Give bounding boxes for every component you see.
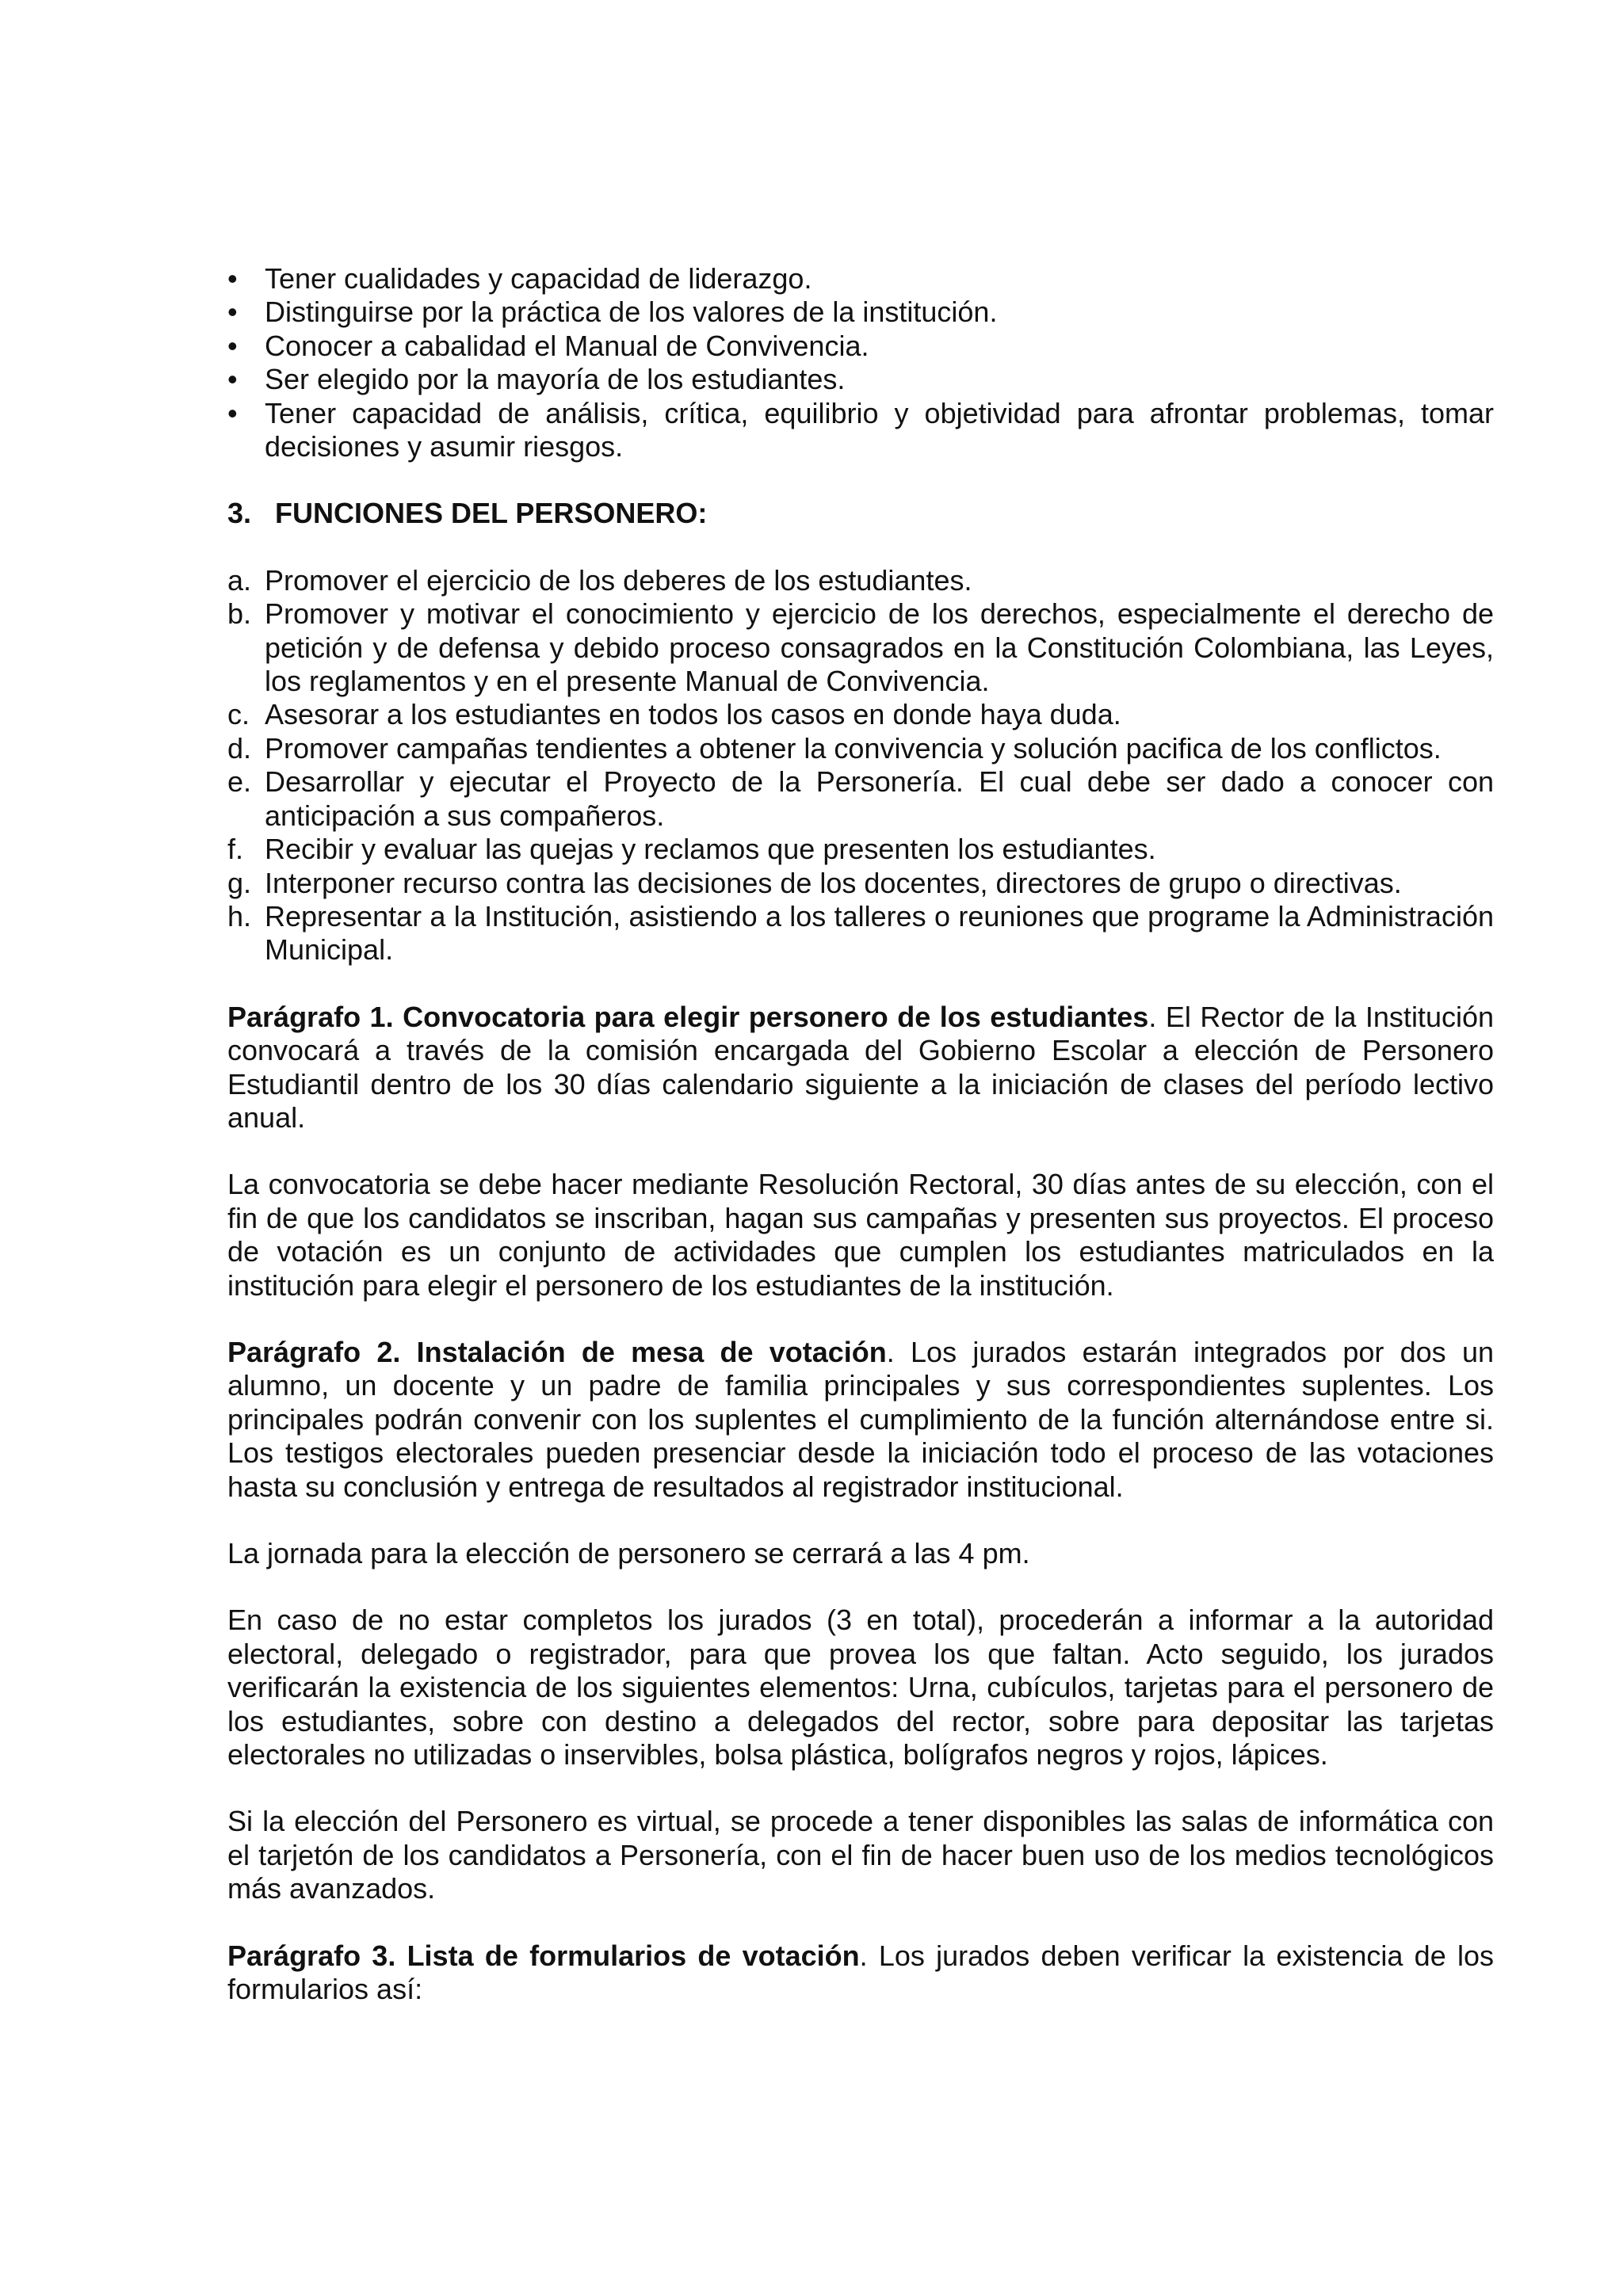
paragraph-convocatoria: La convocatoria se debe hacer mediante Resolución Rectoral, 30 días antes de su elección, con el fin de que los candidatos se inscriban, hagan sus campañas y presenten sus proyectos. El proceso de votación es un conjunto de actividades que cumplen los estudiantes matriculados en la institución para elegir el personero de los estudiantes de la institución.	[227, 1168, 1494, 1302]
function-text: Promover el ejercicio de los deberes de los estudiantes.	[265, 563, 972, 597]
requirement-item	[227, 296, 1494, 329]
bullet-icon: •	[227, 296, 238, 329]
paragrafo-3-text: . Los jurados deben verificar la existencia de los formularios así:	[227, 1939, 1494, 2006]
paragrafo-2	[227, 1336, 1494, 1504]
section-heading	[227, 497, 1494, 530]
list-letter: e.	[227, 765, 252, 799]
paragrafo-3	[227, 1939, 1494, 2007]
bullet-icon: •	[227, 396, 238, 429]
requirement-item	[227, 363, 1494, 396]
list-letter: g.	[227, 866, 252, 899]
list-letter: d.	[227, 731, 252, 765]
function-item	[227, 597, 1494, 698]
function-text: Recibir y evaluar las quejas y reclamos que presenten los estudiantes.	[265, 833, 1156, 866]
function-item	[227, 732, 1494, 765]
list-letter: h.	[227, 899, 252, 933]
paragrafo-3-label: Parágrafo 3. Lista de formularios de votación	[227, 1939, 860, 1972]
bullet-icon: •	[227, 329, 238, 362]
function-item	[227, 765, 1494, 833]
document-page	[227, 262, 1494, 2006]
requirement-text: Tener capacidad de análisis, crítica, equilibrio y objetividad para afrontar problemas, tomar decisiones y asumir riesgos.	[265, 396, 1494, 463]
paragrafo-1	[227, 1001, 1494, 1135]
function-text: Asesorar a los estudiantes en todos los casos en donde haya duda.	[265, 698, 1121, 731]
list-letter: b.	[227, 597, 252, 631]
section-title: FUNCIONES DEL PERSONERO:	[275, 497, 708, 530]
requirement-item	[227, 397, 1494, 464]
paragrafo-2-label: Parágrafo 2. Instalación de mesa de votación	[227, 1335, 887, 1368]
requirement-text: Distinguirse por la práctica de los valores de la institución.	[265, 296, 998, 329]
function-text: Desarrollar y ejecutar el Proyecto de la Personería. El cual debe ser dado a conocer con anticipación a sus compañeros.	[265, 765, 1494, 832]
paragrafo-2-text: . Los jurados estarán integrados por dos un alumno, un docente y un padre de familia principales y sus correspondientes suplentes. Los principales podrán convenir con los suplentes el cumplimiento de la función alternándose entre si. Los testigos electorales pueden presenciar desde la iniciación todo el proceso de las votaciones hasta su conclusión y entrega de resultados al registrador institucional.	[227, 1335, 1494, 1503]
list-letter: f.	[227, 833, 244, 866]
requirement-text: Tener cualidades y capacidad de liderazgo.	[265, 262, 812, 295]
requirement-text: Conocer a cabalidad el Manual de Convivencia.	[265, 329, 869, 362]
section-number: 3.	[227, 497, 252, 530]
paragraph-virtual: Si la elección del Personero es virtual, se procede a tener disponibles las salas de informática con el tarjetón de los candidatos a Personería, con el fin de hacer buen uso de los medios tecnológicos más avanzados.	[227, 1805, 1494, 1905]
paragraph-jornada: La jornada para la elección de personero se cerrará a las 4 pm.	[227, 1537, 1030, 1569]
function-text: Interponer recurso contra las decisiones de los docentes, directores de grupo o directivas.	[265, 866, 1402, 899]
list-letter: c.	[227, 698, 250, 731]
function-item	[227, 900, 1494, 967]
requirements-list	[227, 262, 1494, 463]
function-item	[227, 833, 1494, 866]
bullet-icon: •	[227, 363, 238, 396]
function-text: Promover y motivar el conocimiento y ejercicio de los derechos, especialmente el derecho de petición y de defensa y debido proceso consagrados en la Constitución Colombiana, las Leyes, los reglamentos y en el presente Manual de Convivencia.	[265, 597, 1494, 698]
function-text: Representar a la Institución, asistiendo a los talleres o reuniones que programe la Administración Municipal.	[265, 899, 1494, 967]
functions-list	[227, 564, 1494, 967]
paragrafo-1-text: . El Rector de la Institución convocará a través de la comisión encargada del Gobierno Escolar a elección de Personero Estudiantil dentro de los 30 días calendario siguiente a la iniciación de clases del período lectivo anual.	[227, 1000, 1495, 1134]
function-item	[227, 867, 1494, 900]
paragraph-jurados: En caso de no estar completos los jurados (3 en total), procederán a informar a la autoridad electoral, delegado o registrador, para que provea los que faltan. Acto seguido, los jurados verificarán la existencia de los siguientes elementos: Urna, cubículos, tarjetas para el personero de los estudiantes, sobre con destino a delegados del rector, sobre para depositar las tarjetas electorales no utilizadas o inservibles, bolsa plástica, bolígrafos negros y rojos, lápices.	[227, 1604, 1494, 1772]
requirement-item	[227, 330, 1494, 363]
requirement-item	[227, 262, 1494, 296]
paragrafo-1-label: Parágrafo 1. Convocatoria para elegir personero de los estudiantes	[227, 1000, 1149, 1033]
function-item	[227, 564, 1494, 597]
function-text: Promover campañas tendientes a obtener la convivencia y solución pacifica de los conflictos.	[265, 731, 1442, 765]
function-item	[227, 698, 1494, 731]
requirement-text: Ser elegido por la mayoría de los estudiantes.	[265, 363, 846, 396]
bullet-icon: •	[227, 262, 238, 295]
list-letter: a.	[227, 563, 252, 597]
